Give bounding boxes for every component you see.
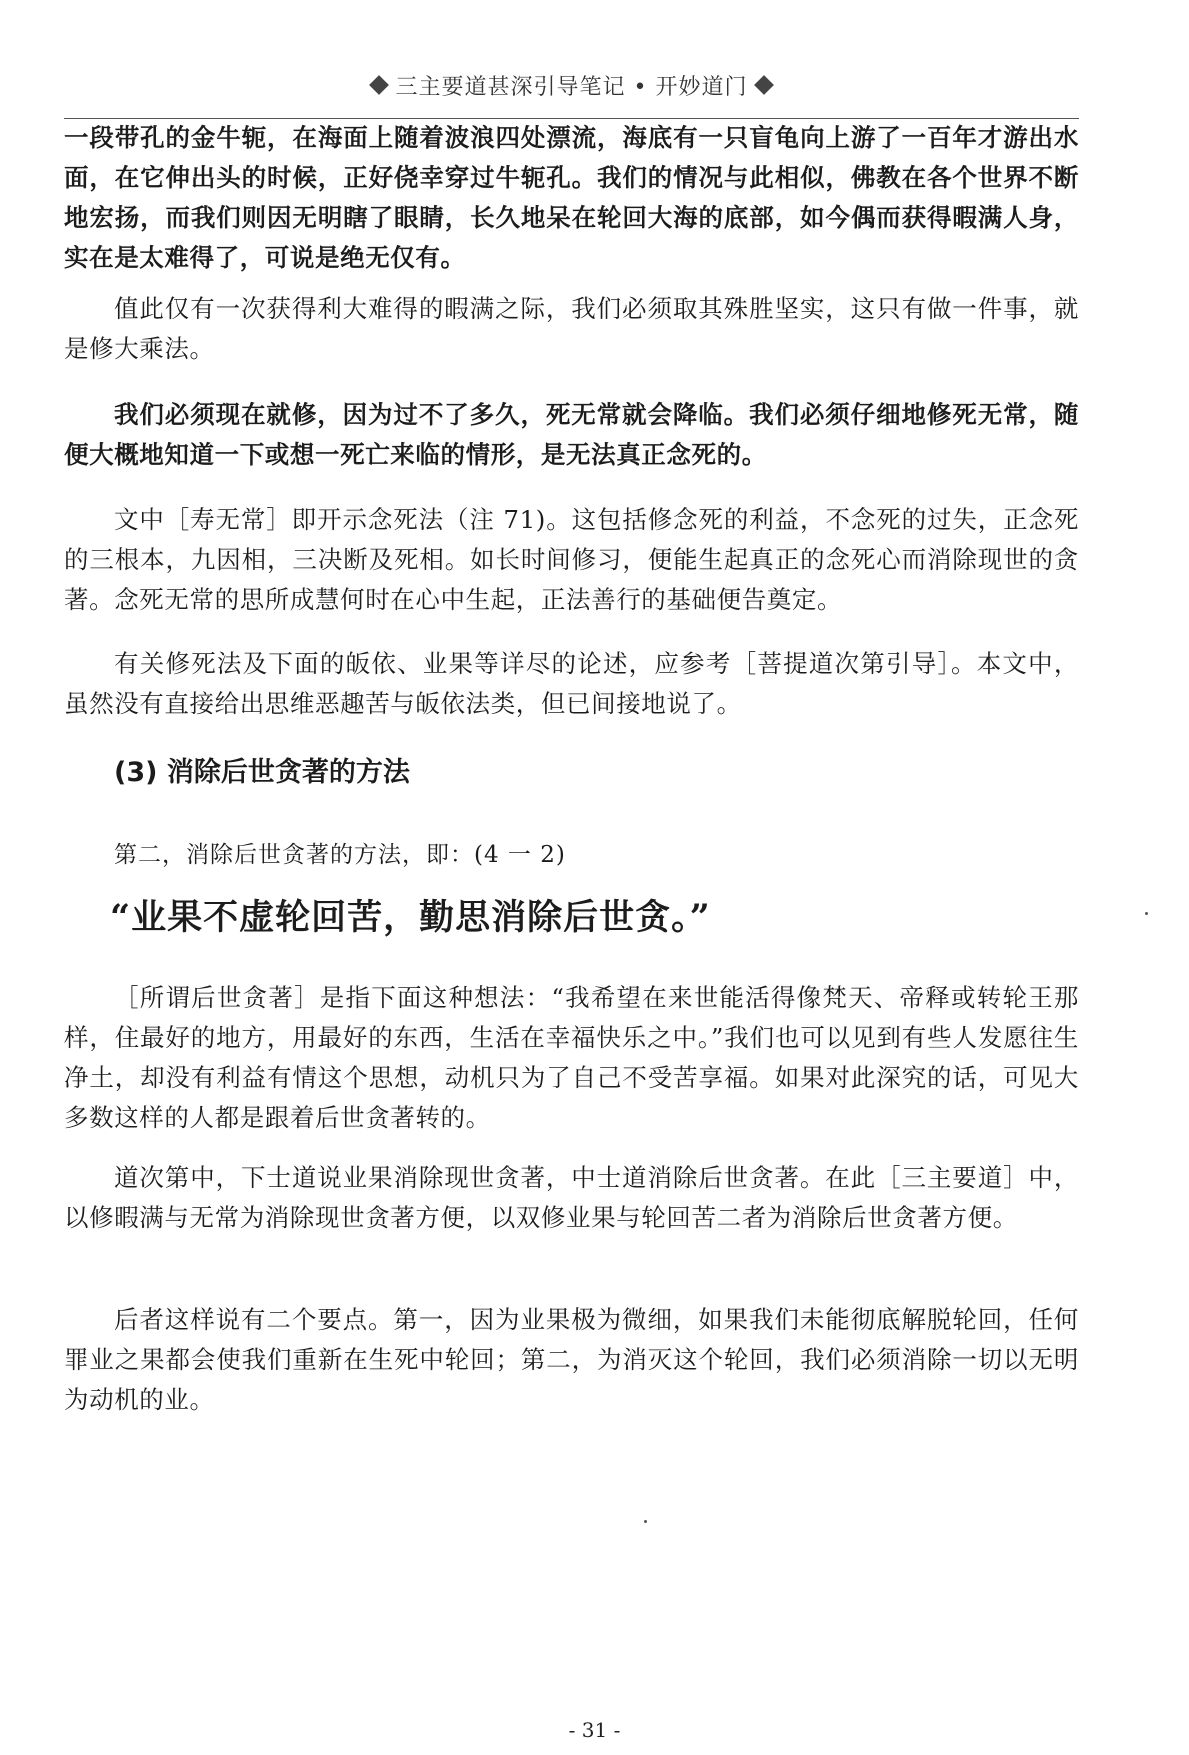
- root-verse: “业果不虚轮回苦，勤思消除后世贪。”: [110, 897, 711, 938]
- paragraph-4: 文中［寿无常］即开示念死法（注 71)。这包括修念死的利益，不念死的过失，正念死的三根本，九因相，三决断及死相。如长时间修习，便能生起真正的念死心而消除现世的贪著。念死无常的思所成慧何时在心中生起，正法善行的基础便告奠定。: [64, 505, 1079, 614]
- paragraph-8: 后者这样说有二个要点。第一，因为业果极为微细，如果我们未能彻底解脱轮回，任何罪业之果都会使我们重新在生死中轮回；第二，为消灭这个轮回，我们必须消除一切以无明为动机的业。: [64, 1305, 1079, 1414]
- paragraph-1: 一段带孔的金牛轭，在海面上随着波浪四处漂流，海底有一只盲龟向上游了一百年才游出水面，在它伸出头的时候，正好侥幸穿过牛轭孔。我们的情况与此相似，佛教在各个世界不断地宏扬，而我们则因无明瞎了眼睛，长久地呆在轮回大海的底部，如今偶而获得暇满人身，实在是太难得了，可说是绝无仅有。: [64, 123, 1079, 272]
- diamond-ornament-icon: [755, 75, 775, 95]
- paragraph-3: 我们必须现在就修，因为过不了多久，死无常就会降临。我们必须仔细地修死无常，随便大概地知道一下或想一死亡来临的情形，是无法真正念死的。: [64, 400, 1079, 469]
- running-header: [64, 70, 1079, 101]
- scan-speck: [1145, 912, 1148, 915]
- paragraph-2: 值此仅有一次获得利大难得的暇满之际，我们必须取其殊胜坚实，这只有做一件事，就是修大乘法。: [64, 294, 1079, 363]
- diamond-ornament-icon: [369, 75, 389, 95]
- scan-speck: [644, 1520, 647, 1523]
- paragraph-7: 道次第中，下士道说业果消除现世贪著，中士道消除后世贪著。在此［三主要道］中，以修暇满与无常为消除现世贪著方便，以双修业果与轮回苦二者为消除后世贪著方便。: [64, 1163, 1079, 1232]
- page-number: - 31 -: [568, 1718, 621, 1742]
- section-intro: 第二，消除后世贪著的方法，即：(4 一 2): [114, 842, 566, 868]
- header-title: 三主要道甚深引导笔记 • 开妙道门: [395, 75, 748, 100]
- paragraph-6: ［所谓后世贪著］是指下面这种想法：“我希望在来世能活得像梵天、帝释或转轮王那样，住最好的地方，用最好的东西，生活在幸福快乐之中。”我们也可以见到有些人发愿往生净土，却没有利益有情这个思想，动机只为了自己不受苦享福。如果对此深究的话，可见大多数这样的人都是跟着后世贪著转的。: [64, 983, 1079, 1132]
- paragraph-5: 有关修死法及下面的皈依、业果等详尽的论述，应参考［菩提道次第引导］。本文中，虽然没有直接给出思维恶趣苦与皈依法类，但已间接地说了。: [64, 649, 1079, 718]
- section-heading: (3) 消除后世贪著的方法: [114, 757, 410, 788]
